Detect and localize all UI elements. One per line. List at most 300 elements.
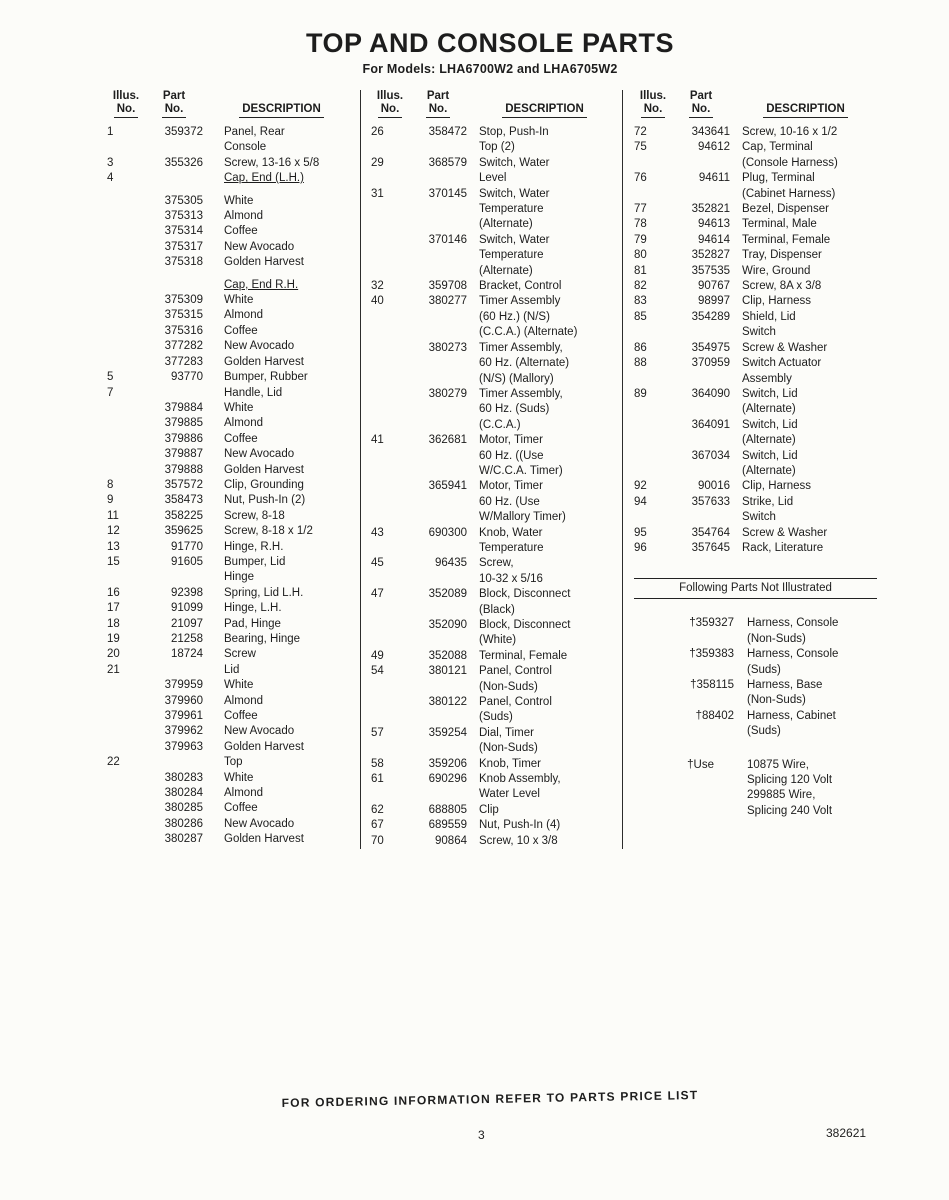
description-line: Screw, 10-16 x 1/2 [742,126,838,138]
part-no-cell [145,663,203,678]
part-no-cell: 375309 [164,294,203,307]
table-row [371,587,622,618]
description-line: Clip, Harness [742,295,812,308]
description-line: Timer Assembly, [479,387,563,400]
illus-no-cell: 49 [371,649,384,662]
table-row [371,757,622,772]
part-no-cell: 93770 [171,371,203,384]
description-line: Plug, Terminal [742,172,815,185]
table-row [107,209,360,224]
description-line: Timer Assembly [479,295,561,308]
description-cell [467,618,622,649]
part-no-header [145,90,203,118]
part-no-cell: 21097 [171,617,203,630]
table-row [107,555,360,586]
part-no-cell: 359206 [428,757,467,770]
description-cell [203,601,360,616]
table-row [371,279,622,294]
description-line: Bezel, Dispenser [742,203,829,216]
description-line: White [224,401,254,414]
description-line: (Non-Suds) [747,632,806,645]
part-no-cell: 379959 [164,679,203,692]
illus-no-cell: 3 [107,156,114,169]
description-cell [203,694,360,709]
table-row [107,755,360,770]
description-line: Cap, End (L.H.) [224,172,304,185]
description-cell [203,255,360,270]
part-no-cell: 92398 [171,586,203,599]
illus-no-cell: 96 [634,541,647,554]
illus-no-cell [107,817,145,832]
part-no-cell: 380285 [164,802,203,815]
table-row [107,478,360,493]
table-row [107,324,360,339]
illus-no-cell: 70 [371,834,384,847]
illus-no-cell [107,432,145,447]
description-line: Spring, Lid L.H. [224,586,304,599]
description-cell [730,264,881,279]
illus-no-cell: 4 [107,172,114,185]
description-cell [734,647,877,678]
description-cell [203,293,360,308]
description-cell [203,832,360,847]
illus-no-cell [107,278,145,293]
description-line: Motor, Timer [479,434,543,447]
description-cell [203,801,360,816]
description-line: (C.C.A.) (Alternate) [479,326,578,339]
description-cell [730,526,881,541]
description-cell [730,449,881,480]
illus-no-cell [107,339,145,354]
description-line: Almond [224,787,263,800]
header-text: Illus. [376,90,404,102]
part-no-cell: 21258 [171,633,203,645]
table-row [371,726,622,757]
part-no-cell: 91099 [171,602,203,615]
header-text: No. [426,103,451,118]
illus-no-cell: 83 [634,295,647,308]
illus-no-cell: 86 [634,341,647,354]
part-no-cell: 367034 [691,449,730,462]
description-line: Bracket, Control [479,280,562,293]
description-line: Cap, Terminal [742,141,813,154]
table-row [107,632,360,647]
illus-no-cell: 57 [371,726,384,739]
illus-no-cell [107,694,145,709]
part-no-cell: 370146 [428,233,467,246]
description-cell [467,156,622,187]
description-line: Coffee [224,225,258,238]
table-row [634,264,881,279]
description-cell [467,556,622,587]
description-cell [203,678,360,693]
description-line: 10-32 x 5/16 [479,572,543,585]
part-no-cell: 377283 [164,355,203,368]
illus-no-cell [634,449,672,480]
illus-no-cell: 81 [634,264,647,277]
description-cell [203,125,360,156]
description-cell [203,355,360,370]
parts-column-3 [622,90,881,849]
description-header [203,90,360,118]
description-line: Coffee [224,802,258,815]
description-cell [203,447,360,462]
description-cell [203,709,360,724]
description-cell [730,248,881,263]
table-row [371,556,622,587]
description-line: Screw, [479,557,514,570]
description-cell [203,401,360,416]
description-line: (White) [479,634,517,647]
description-header [467,90,622,118]
description-line: Screw, 8A x 3/8 [742,280,822,293]
description-line: (Alternate) [742,434,796,447]
illus-no-cell [107,447,145,462]
description-line: Cap, End R.H. [224,278,299,291]
illus-no-cell: 89 [634,387,647,400]
part-no-cell [145,755,203,770]
table-row [634,495,881,526]
description-cell [203,740,360,755]
illus-no-cell [107,786,145,801]
description-cell [734,616,877,647]
description-line: Terminal, Female [479,649,568,662]
description-cell [730,279,881,294]
description-line: (Alternate) [742,403,796,416]
description-line: Harness, Cabinet [747,709,836,722]
part-no-header [672,90,730,118]
description-line: (Suds) [479,711,513,724]
table-row [107,339,360,354]
description-cell [203,209,360,224]
description-cell [467,818,622,833]
part-no-cell: 375313 [164,210,203,223]
description-line: (Black) [479,603,515,616]
part-no-cell [145,171,203,186]
description-cell [467,649,622,664]
description-line: W/C.C.A. Timer) [479,464,563,477]
illus-no-cell: 18 [107,617,120,630]
part-no-cell: 379884 [164,401,203,414]
description-line: Screw & Washer [742,341,828,354]
table-row [371,156,622,187]
splice-note [634,758,877,820]
description-line: (Non-Suds) [479,680,538,693]
part-no-cell: 355326 [164,156,203,169]
part-no-cell: 379960 [164,694,203,707]
part-no-cell: 18724 [171,648,203,661]
description-cell [203,509,360,524]
header-text: No. [114,103,139,118]
illus-no-cell: 62 [371,803,384,816]
description-line: Screw, 8-18 [224,509,285,522]
description-line: Knob, Water [479,526,543,539]
table-row [107,255,360,270]
description-line: Knob Assembly, [479,773,561,786]
description-line: Strike, Lid [742,495,794,508]
part-no-cell: 358473 [164,494,203,507]
illus-no-cell: 32 [371,280,384,293]
part-no-cell: 98997 [698,295,730,308]
part-no-cell: 357572 [164,478,203,491]
table-row [107,194,360,209]
table-row [371,649,622,664]
description-line: Golden Harvest [224,256,304,269]
description-line: Coffee [224,710,258,723]
illus-no-cell: 17 [107,602,120,615]
page-subtitle: For Models: LHA6700W2 and LHA6705W2 [362,62,618,76]
table-row [371,818,622,833]
part-no-cell: 364090 [691,387,730,400]
illus-no-cell [107,801,145,816]
illus-no-cell [107,308,145,323]
description-cell [467,757,622,772]
description-cell [467,772,622,803]
header-text: DESCRIPTION [763,103,848,118]
illus-no-cell: 45 [371,557,384,570]
not-illustrated-section [634,578,877,819]
description-line: Switch [742,511,776,524]
description-line: Switch, Lid [742,418,798,431]
table-row [107,678,360,693]
description-line: Water Level [479,788,540,801]
description-line: Tray, Dispenser [742,249,822,262]
illus-no-cell: 76 [634,172,647,185]
description-cell [203,478,360,493]
table-row [107,832,360,847]
description-line: (60 Hz.) (N/S) [479,310,550,323]
illus-no-cell: 26 [371,126,384,138]
description-line: New Avocado [224,340,295,353]
table-row [107,308,360,323]
description-cell [467,695,622,726]
description-cell [203,156,360,171]
description-line: New Avocado [224,240,295,253]
illus-no-header [371,90,409,118]
part-no-cell: 358472 [428,126,467,138]
illus-no-cell: 94 [634,495,647,508]
table-row [107,156,360,171]
illus-no-cell [107,832,145,847]
part-no-cell: 94613 [698,218,730,231]
table-row [107,724,360,739]
part-no-cell: 357633 [691,495,730,508]
illus-no-cell: 21 [107,663,120,676]
description-cell [467,387,622,433]
illus-no-cell [371,479,409,525]
description-cell [467,279,622,294]
part-no-cell: 380283 [164,771,203,784]
part-no-cell: 352090 [428,619,467,631]
description-line: Screw, 8-18 x 1/2 [224,525,313,538]
description-line: (Console Harness) [742,156,838,169]
part-no-cell: 375315 [164,309,203,322]
description-line: Golden Harvest [224,463,304,476]
description-line: Harness, Console [747,617,839,630]
description-cell [730,171,881,202]
header-text: DESCRIPTION [239,103,324,118]
table-row [107,740,360,755]
part-no-cell: †359383 [689,648,734,661]
description-line: (Non-Suds) [747,694,806,707]
table-row [371,834,622,849]
description-cell [467,187,622,233]
description-line: White [224,194,254,207]
description-header [730,90,881,118]
description-line: Wire, Ground [742,264,811,277]
description-line: Clip [479,803,499,816]
illus-no-cell: 80 [634,249,647,262]
header-text: Part [426,90,450,102]
table-row [107,801,360,816]
description-cell [203,194,360,209]
description-cell [203,171,360,186]
description-line: New Avocado [224,817,295,830]
table-row [107,401,360,416]
description-line: (Alternate) [479,264,533,277]
description-line: Coffee [224,324,258,337]
description-cell [730,294,881,309]
description-line: Screw & Washer [742,526,828,539]
illus-no-cell: 15 [107,555,120,568]
table-row [634,310,881,341]
illus-no-cell [371,695,409,726]
table-row [107,771,360,786]
table-row [371,526,622,557]
description-line: Stop, Push-In [479,126,549,138]
illus-no-cell [107,678,145,693]
illus-no-cell: 29 [371,156,384,169]
illus-no-cell [107,709,145,724]
description-line: (Suds) [747,725,781,738]
part-no-cell: 380277 [428,295,467,308]
part-no-cell: 380286 [164,817,203,830]
table-row [634,202,881,217]
description-line: W/Mallory Timer) [479,511,566,524]
illus-no-cell: 75 [634,141,647,154]
table-row [371,664,622,695]
description-line: Golden Harvest [224,355,304,368]
illus-no-cell: 67 [371,819,384,832]
table-row [371,187,622,233]
illus-no-cell: 13 [107,540,120,553]
description-cell [467,294,622,340]
header-text: No. [689,103,714,118]
header-text: No. [378,103,403,118]
note-line: 299885 Wire, [747,789,816,802]
description-cell [203,755,360,770]
description-line: Switch, Lid [742,387,798,400]
description-cell [734,709,877,740]
description-cell [203,555,360,586]
illus-no-cell [107,355,145,370]
table-row [371,618,622,649]
part-no-cell: 362681 [428,434,467,447]
description-cell [730,140,881,171]
illus-no-cell [107,740,145,755]
part-no-cell: 94614 [698,233,730,246]
illus-no-cell: 43 [371,526,384,539]
illus-no-header [634,90,672,118]
table-row [107,617,360,632]
table-row [371,695,622,726]
description-cell [467,834,622,849]
description-cell [203,663,360,678]
description-cell [467,479,622,525]
part-no-cell: 94612 [698,141,730,154]
illus-no-cell [107,194,145,209]
description-line: Panel, Rear [224,126,285,138]
part-no-cell: 357535 [691,264,730,277]
description-line: 60 Hz. (Use [479,495,540,508]
table-row [634,279,881,294]
part-no-cell: 688805 [428,803,467,816]
table-row [634,171,881,202]
illus-no-cell: 58 [371,757,384,770]
description-line: New Avocado [224,725,295,738]
table-row [107,416,360,431]
part-no-cell: 359625 [164,525,203,538]
illus-no-cell: 78 [634,218,647,231]
illus-no-cell: 72 [634,126,647,138]
part-no-cell: 354975 [691,341,730,354]
part-no-cell: 377282 [164,340,203,353]
description-cell [203,324,360,339]
description-line: Rack, Literature [742,541,824,554]
document-header [30,28,949,76]
description-cell [467,433,622,479]
part-no-cell: 375305 [164,194,203,207]
illus-no-cell [371,341,409,387]
illus-no-cell [107,224,145,239]
description-line: Harness, Base [747,679,823,691]
description-cell [730,310,881,341]
illus-no-cell [107,240,145,255]
part-no-cell: 352827 [691,249,730,262]
table-row [107,447,360,462]
header-text: Part [689,90,713,102]
part-no-cell: 379961 [164,710,203,723]
note-line: Splicing 120 Volt [747,774,833,787]
description-line: Assembly [742,372,792,385]
description-cell [467,664,622,695]
illus-no-cell: 19 [107,633,120,645]
not-illustrated-title: Following Parts Not Illustrated [634,582,877,599]
description-line: Almond [224,309,263,322]
part-no-cell: 375316 [164,324,203,337]
part-no-cell: 375318 [164,256,203,269]
illus-no-cell: 9 [107,494,114,507]
part-no-cell: 364091 [691,418,730,431]
description-line: (Alternate) [479,218,533,231]
description-cell [203,224,360,239]
description-line: Almond [224,417,263,430]
ordering-note: FOR ORDERING INFORMATION REFER TO PARTS PRICE LIST [281,1088,699,1110]
description-line: Knob, Timer [479,757,541,770]
description-line: (N/S) (Mallory) [479,372,554,385]
document-number: 382621 [826,1126,867,1140]
description-cell [730,541,881,556]
table-row [634,387,881,418]
illus-no-cell: 54 [371,665,384,678]
header-text: No. [162,103,187,118]
part-no-cell: 352088 [428,649,467,662]
table-row [107,386,360,401]
description-line: Screw, 13-16 x 5/8 [224,156,320,169]
part-no-cell [145,278,203,293]
table-row [107,601,360,616]
illus-no-cell: 82 [634,280,647,293]
